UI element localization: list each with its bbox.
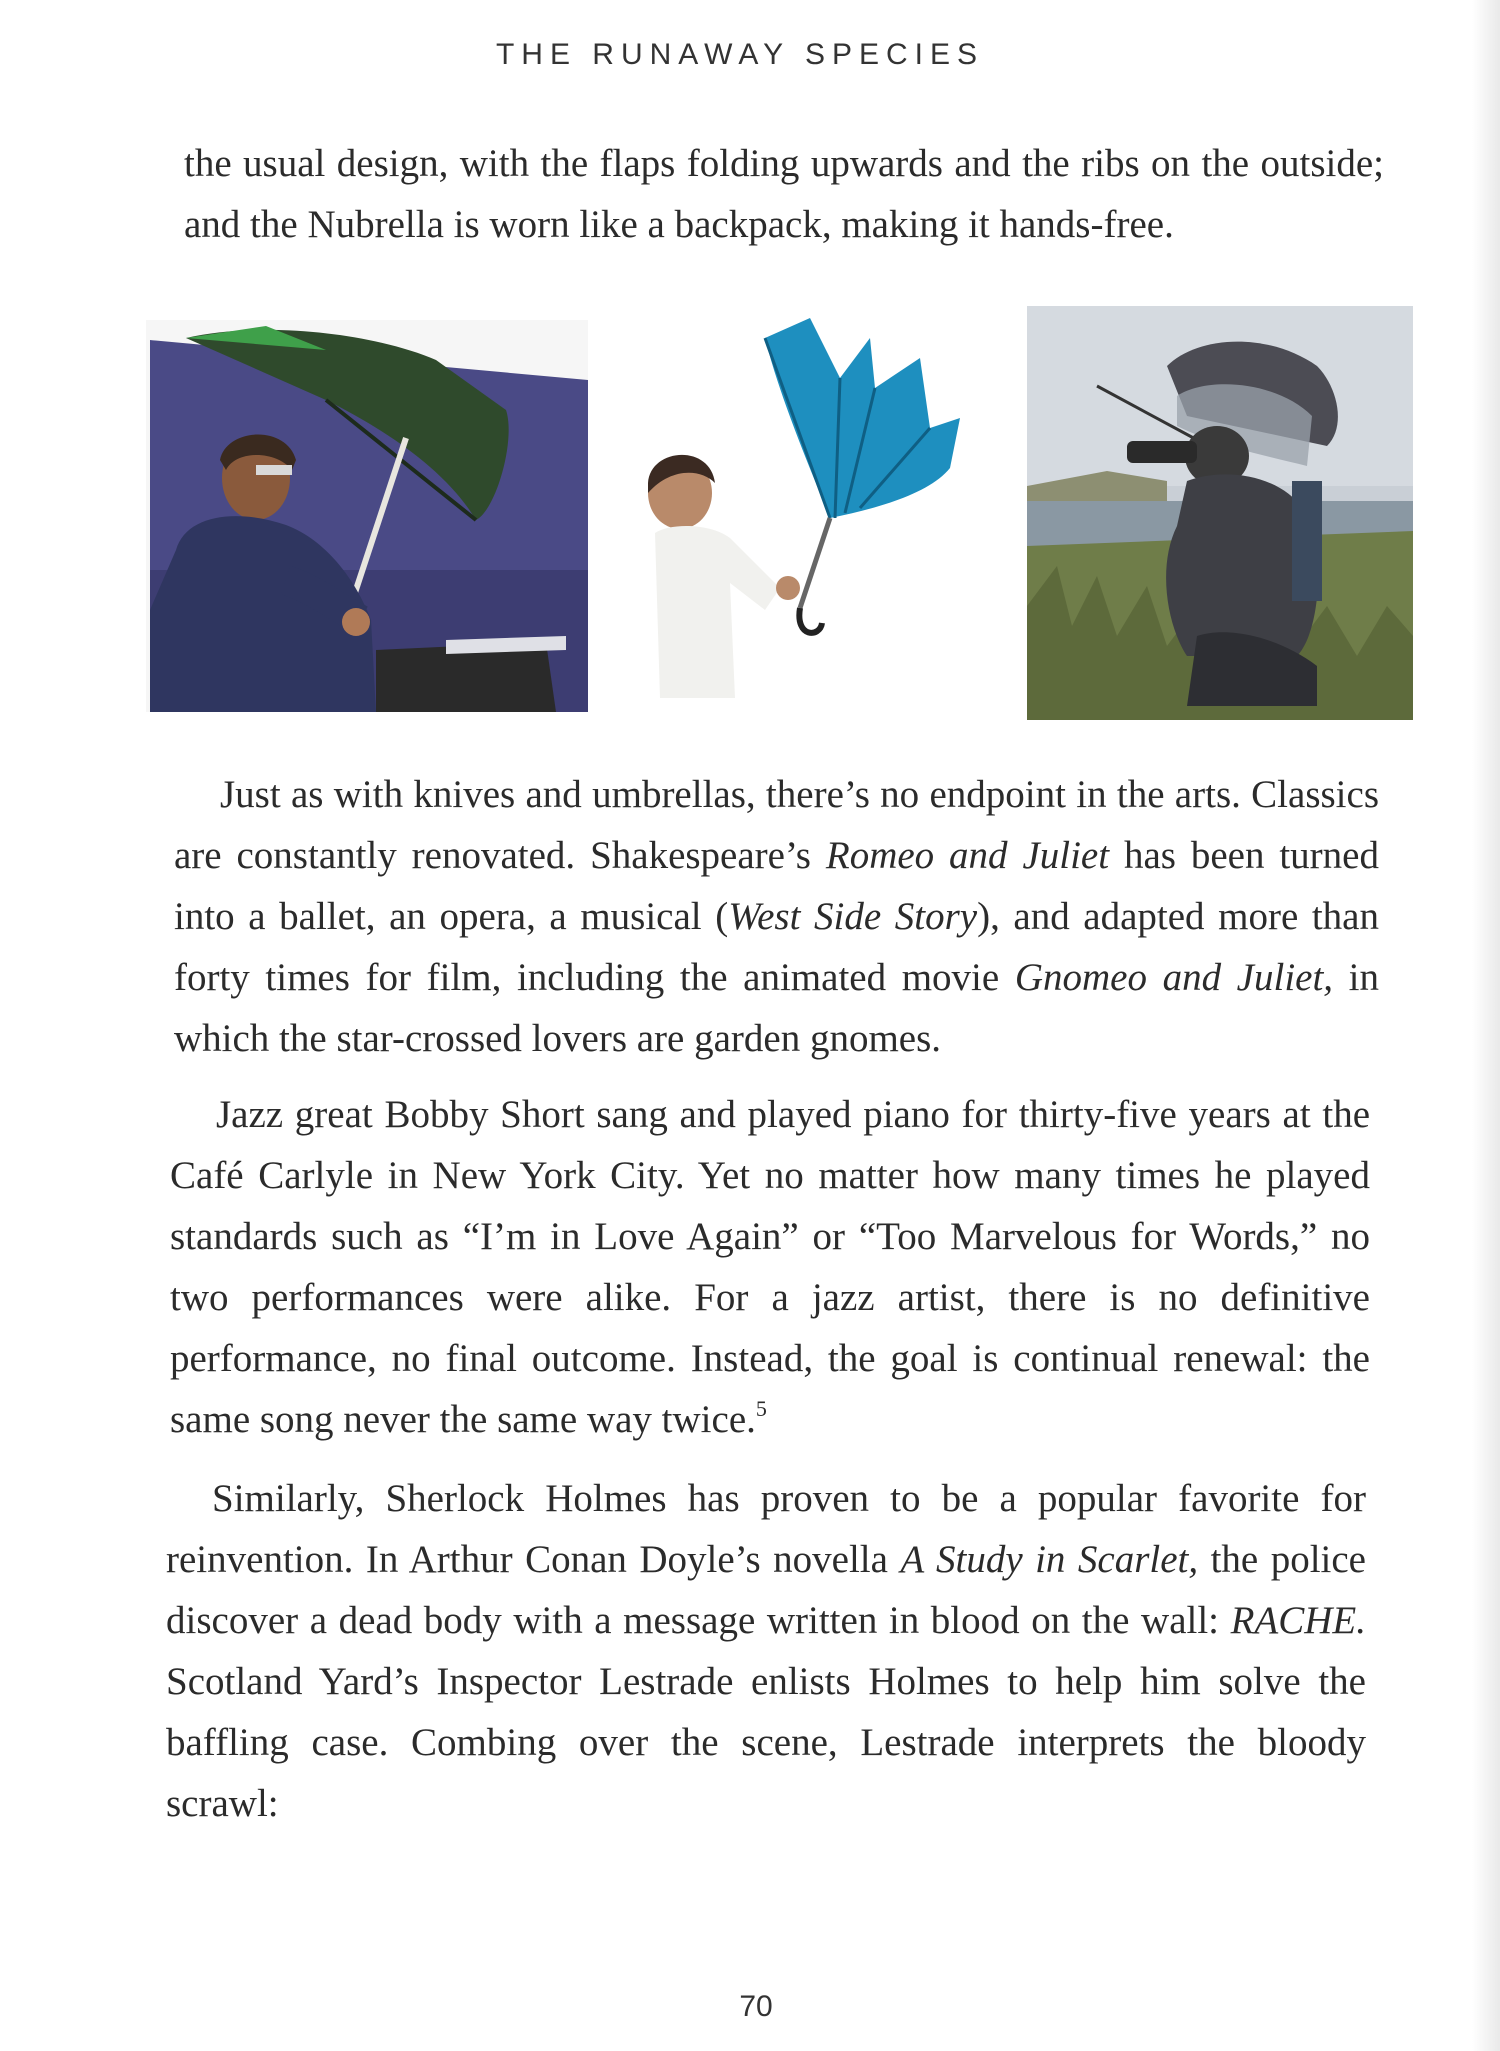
- paragraph-bobby-short: [170, 1084, 1370, 1450]
- paragraph-sherlock-holmes: [166, 1468, 1366, 1834]
- p1-text-c: ), and adapted more than forty times for film, including the animated movie: [174, 895, 1379, 999]
- page-number: 70: [739, 1990, 773, 2023]
- photo-nubrella-backpack: [1027, 306, 1413, 720]
- photo-child-blue-umbrella: [630, 318, 1010, 698]
- photo-man-green-umbrella: [146, 320, 588, 712]
- title-a-study-in-scarlet: A Study in Scarlet,: [900, 1538, 1199, 1581]
- page-edge-shadow: [1472, 0, 1500, 2051]
- intro-paragraph: the usual design, with the flaps folding upwards and the ribs on the outside; and the Nubrella is worn like a backpack, making it hands-free.: [184, 142, 1384, 246]
- title-west-side-story: West Side Story: [728, 895, 978, 938]
- running-head: THE RUNAWAY SPECIES: [495, 38, 985, 71]
- p1-text-d: in which the star-crossed lovers are garden gnomes.: [174, 956, 1380, 1060]
- title-romeo-and-juliet: Romeo and Juliet: [825, 834, 1110, 877]
- p3-text-b: the police discover a dead body with a message written in blood on the wall:: [166, 1538, 1366, 1642]
- footnote-marker[interactable]: 5: [755, 1396, 767, 1421]
- p3-text-a: Similarly, Sherlock Holmes has proven to be a popular favorite for reinvention. In Arthur Conan Doyle’s novella: [166, 1477, 1366, 1581]
- p3-text-c: Scotland Yard’s Inspector Lestrade enlists Holmes to help him solve the baffling case. Combing over the scene, Lestrade interprets the bloody scrawl:: [166, 1660, 1366, 1825]
- paragraph-arts-renovation: [174, 764, 1379, 1069]
- word-rache: RACHE.: [1230, 1599, 1366, 1642]
- p1-text-b: has been turned into a ballet, an opera, a musical (: [174, 834, 1379, 938]
- p2-text: Jazz great Bobby Short sang and played piano for thirty-five years at the Café Carlyle in New York City. Yet no matter how many times he played standards such as “I’m in Love Again” or “Too Marvelous for Words,” no two performances were alike. For a jazz artist, there is no definitive performance, no final outcome. Instead, the goal is continual renewal: the same song never the same way twice.: [170, 1093, 1370, 1441]
- p1-text-a: Just as with knives and umbrellas, there’s no endpoint in the arts. Classics are constantly renovated. Shakespeare’s: [174, 773, 1379, 877]
- title-gnomeo-and-juliet: Gnomeo and Juliet,: [1014, 956, 1334, 999]
